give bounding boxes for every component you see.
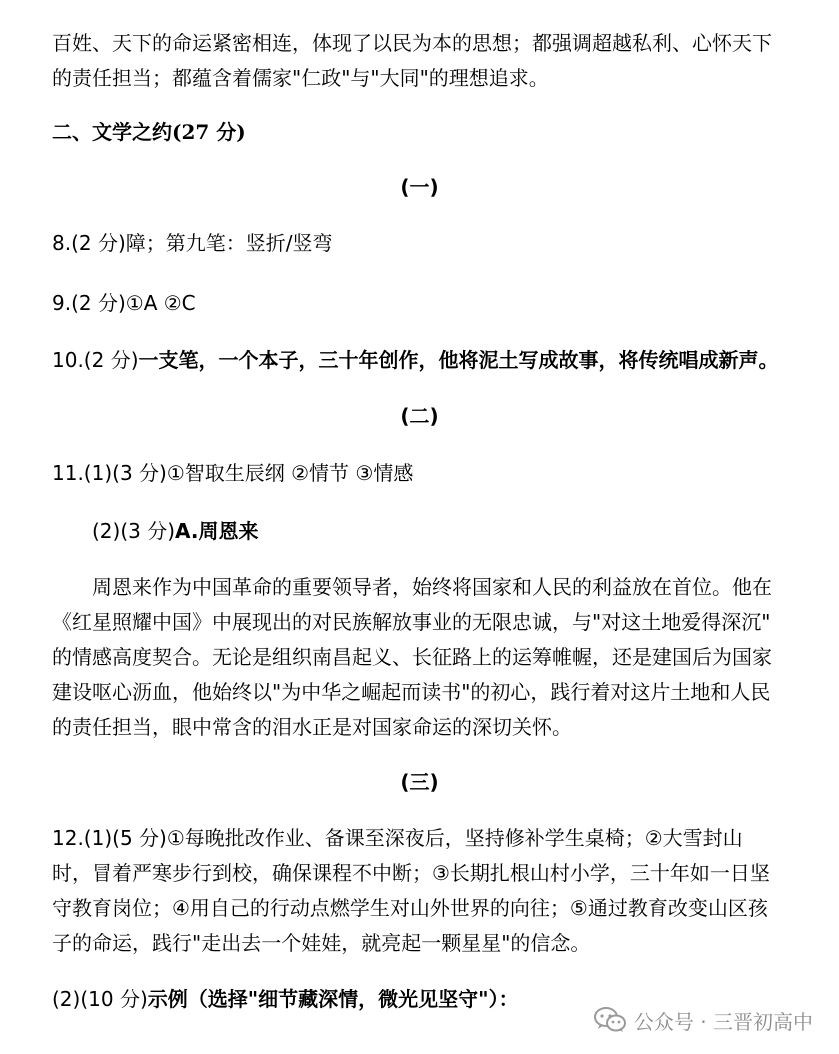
- paragraph-line: 的情感高度契合。无论是组织南昌起义、长征路上的运筹帷幄，还是建国后为国家: [52, 645, 772, 669]
- answer-text: A.周恩来: [175, 519, 259, 543]
- question-number: (2)(3 分): [92, 519, 176, 543]
- paragraph-line: 12.(1)(5 分)①每晚批改作业、备课至深夜后，坚持修补学生桌椅；②大雪封山: [52, 826, 743, 850]
- paragraph-line: 《红星照耀中国》中展现出的对民族解放事业的无限忠诚，与"对这土地爱得深沉": [52, 610, 771, 634]
- paragraph-line: 子的命运，践行"走出去一个娃娃，就亮起一颗星星"的信念。: [52, 931, 591, 955]
- paragraph-line: 时，冒着严寒步行到校，确保课程不中断；③长期扎根山村小学，三十年如一日坚: [52, 861, 770, 885]
- paragraph-line: 建设呕心沥血，他始终以"为中华之崛起而读书"的初心，践行着对这片土地和人民: [52, 680, 771, 704]
- paragraph-line: 百姓、天下的命运紧密相连，体现了以民为本的思想；都强调超越私利、心怀天下: [52, 31, 772, 55]
- paragraph-line: 周恩来作为中国革命的重要领导者，始终将国家和人民的利益放在首位。他在: [92, 575, 772, 599]
- paragraph-line: 的责任担当，眼中常含的泪水正是对国家命运的深切关怀。: [52, 715, 572, 739]
- paragraph-line: 的责任担当；都蕴含着儒家"仁政"与"大同"的理想追求。: [52, 66, 549, 90]
- subsection-heading: (三): [400, 770, 439, 794]
- answer-q11-part2: [92, 514, 258, 549]
- answer-text: 一支笔，一个本子，三十年创作，他将泥土写成故事，将传统唱成新声。: [138, 348, 779, 372]
- answer-q8: 8.(2 分)障；第九笔：竖折/竖弯: [52, 231, 333, 255]
- answer-text: 示例（选择"细节藏深情，微光见坚守"）：: [147, 987, 519, 1011]
- question-number: (2)(10 分): [52, 987, 148, 1011]
- question-number: 10.(2 分): [52, 348, 139, 372]
- section-heading: 二、文学之约(27 分): [52, 120, 246, 144]
- subsection-heading: (二): [400, 404, 439, 428]
- answer-q11-part1: 11.(1)(3 分)①智取生辰纲 ②情节 ③情感: [52, 461, 414, 485]
- wechat-icon: [594, 1007, 626, 1033]
- answer-q12-part2: [52, 982, 519, 1017]
- paragraph-line: 守教育岗位；④用自己的行动点燃学生对山外世界的向往；⑤通过教育改变山区孩: [52, 896, 768, 920]
- answer-q10: [52, 343, 779, 378]
- subsection-heading: (一): [400, 175, 439, 199]
- watermark-text: 公众号 · 三晋初高中: [633, 1009, 813, 1034]
- watermark: [594, 1000, 813, 1040]
- answer-q9: 9.(2 分)①A ②C: [52, 291, 196, 315]
